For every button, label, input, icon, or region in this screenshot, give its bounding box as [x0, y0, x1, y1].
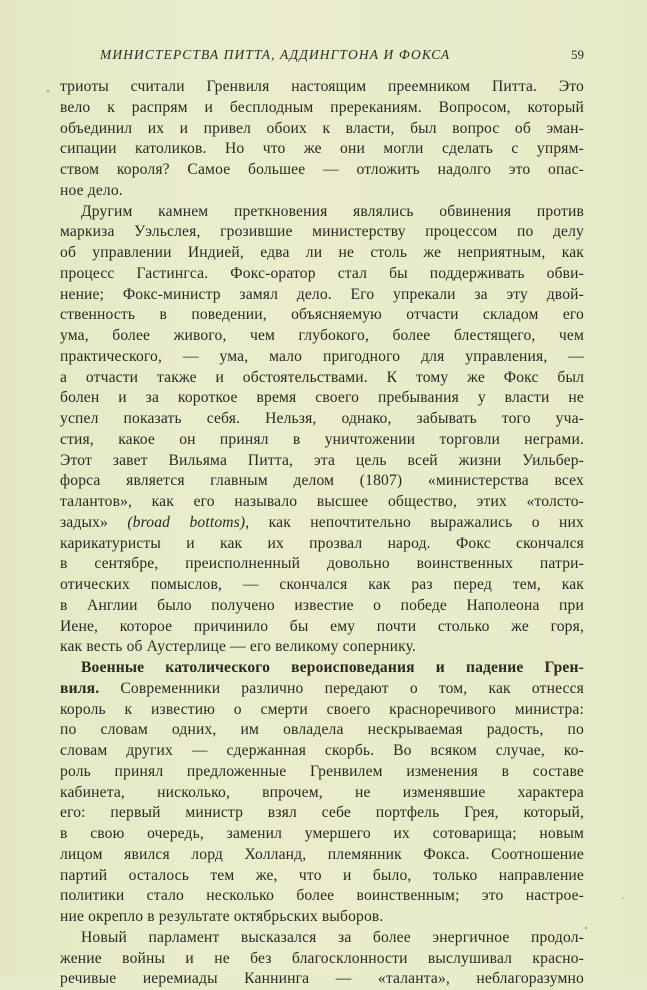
- text-line: отических помыслов, — скончался как раз перед тем, как: [60, 576, 584, 593]
- text-line: ственность в поведении, объясняемую отчасти складом его: [60, 306, 584, 324]
- paragraph-end-line: как весть об Аустерлице — его великому сопернику.: [60, 638, 417, 656]
- text-line: талантов», как его называло высшее общество, этих «толсто-: [60, 493, 584, 510]
- scan-speck: [622, 897, 624, 899]
- text-line: его: первый министр взял себе портфель Грея, который,: [60, 804, 584, 822]
- text-line: форса является главным делом (1807) «министерства всех: [60, 472, 584, 490]
- text-line: успел показать себя. Нельзя, однако, забывать того уча-: [60, 410, 584, 427]
- text-line: лицом явился лорд Холланд, племянник Фокса. Соотношение: [60, 845, 584, 863]
- text-segment: Современники различно передают о том, как отнесся: [99, 679, 584, 697]
- scan-speck: [585, 927, 587, 929]
- text-line: партий осталось тем же, что и было, только направление: [60, 866, 584, 884]
- section-heading-line: Военные католического вероисповедания и падение Грен-: [81, 659, 584, 676]
- text-line: кабинета, нисколько, впрочем, не изменявшие характера: [60, 783, 584, 801]
- text-line: об управлении Индией, едва ли не столь же неприятным, как: [60, 244, 584, 261]
- text-line: ством короля? Самое большее — отложить надолго это опас-: [60, 161, 584, 178]
- running-title: МИНИСТЕРСТВА ПИТТА, АДДИНГТОНА И ФОКСА: [100, 47, 451, 62]
- paragraph-end-line: ное дело.: [60, 181, 123, 199]
- text-line: роль принял предложенные Гренвилем изменения в составе: [60, 762, 584, 780]
- paragraph-end-line: ние окрепло в результате октябрьских выборов.: [60, 908, 384, 925]
- text-line: а отчасти также и обстоятельствами. К тому же Фокс был: [60, 368, 584, 386]
- text-line: практического, — ума, мало пригодного для управления, —: [60, 347, 584, 365]
- text-line: Этот завет Вильяма Питта, эта цель всей жизни Уильбер-: [60, 451, 584, 469]
- paragraph-start-line: Новый парламент высказался за более энергичное продол-: [81, 928, 584, 946]
- text-line: словам других — сдержанная скорбь. Во всяком случае, ко-: [60, 742, 584, 759]
- text-segment: , как непочтительно выражались о них: [245, 513, 584, 531]
- text-line: процесс Гастингса. Фокс-оратор стал бы поддерживать обви-: [60, 264, 584, 282]
- text-line: в Англии было получено известие о победе Наполеона при: [60, 596, 584, 614]
- text-line: [60, 513, 584, 534]
- italic-phrase: (broad bottoms): [127, 513, 246, 531]
- text-line: политики стало несколько более воинственным; это настрое-: [60, 887, 584, 905]
- running-header: [100, 47, 584, 67]
- text-line: [60, 679, 584, 700]
- text-line: вело к распрям и бесплодным пререканиям. Вопросом, который: [60, 98, 584, 116]
- text-line: сипации католиков. Но что же они могли сделать с упрям-: [60, 140, 584, 158]
- text-line: в свою очередь, заменил умершего их сотоварища; новым: [60, 825, 584, 842]
- paragraph-start-line: Другим камнем преткновения являлись обвинения против: [81, 202, 584, 220]
- text-line: король к известию о смерти своего красноречивого министра:: [60, 700, 584, 718]
- text-line: болен и за короткое время своего пребывания у власти не: [60, 389, 584, 407]
- section-heading-end: виля.: [60, 679, 100, 697]
- text-line: стия, какое он принял в уничтожении торговли неграми.: [60, 430, 584, 448]
- text-line: по словам одних, им овладела нескрываемая радость, по: [60, 721, 584, 739]
- text-line: ума, более живого, чем глубокого, более блестящего, чем: [60, 327, 584, 344]
- body-text: [60, 77, 584, 990]
- text-line: объединил их и привел обоих к власти, был вопрос об эман-: [60, 119, 584, 137]
- text-line: триоты считали Гренвиля настоящим преемником Питта. Это: [60, 78, 584, 95]
- text-line: маркиза Уэльслея, грозившие министерству процессом по делу: [60, 223, 584, 241]
- text-line: нение; Фокс-министр замял дело. Его упрекали за эту двой-: [60, 285, 584, 303]
- text-segment: задых»: [60, 513, 128, 531]
- scan-speck: [47, 90, 49, 92]
- text-line: Иене, которое причинило бы ему почти столько же горя,: [60, 617, 584, 635]
- text-line: карикатуристы и как их прозвал народ. Фокс скончался: [60, 534, 584, 552]
- text-line: речивые иеремиады Каннинга — «таланта», неблагоразумно: [60, 970, 584, 988]
- text-line: в сентябре, преисполненный довольно воинственных патри-: [60, 555, 584, 573]
- text-line: жение войны и не без благосклонности выслушивал красно-: [60, 949, 584, 967]
- page-number: 59: [571, 47, 584, 62]
